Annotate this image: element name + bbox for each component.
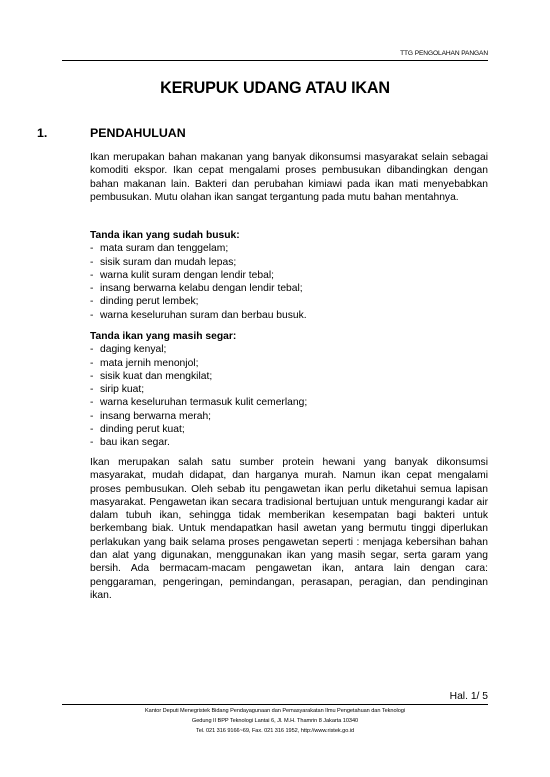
list-item: - warna keseluruhan suram dan berbau busuk.	[90, 309, 488, 322]
list-item: - warna keseluruhan termasuk kulit cemerlang;	[90, 396, 488, 409]
list-item: - mata jernih menonjol;	[90, 357, 488, 370]
page-number: Hal. 1/ 5	[449, 691, 488, 702]
list-item: - dinding perut lembek;	[90, 295, 488, 308]
intro-paragraph: Ikan merupakan bahan makanan yang banyak dikonsumsi masyarakat selain sebagai komoditi ekspor. Ikan cepat mengalami proses pembusukan dibandingkan dengan bahan makanan lain. Bakteri dan perubahan kimiawi pada ikan mati menyebabkan pembusukan. Mutu olahan ikan sangat tergantung pada mutu bahan mentahnya.	[90, 152, 488, 203]
spoiled-signs-list	[90, 242, 488, 322]
spoiled-signs-block	[90, 229, 488, 322]
list-item: - insang berwarna merah;	[90, 410, 488, 423]
list-item: - sisik suram dan mudah lepas;	[90, 256, 488, 269]
footer-contact-line: Tel. 021 316 9166~69, Fax. 021 316 1952, http://www.ristek.go.id	[195, 728, 355, 735]
fresh-signs-list	[90, 343, 488, 449]
list-item: - sirip kuat;	[90, 383, 488, 396]
document-title: KERUPUK UDANG ATAU IKAN	[160, 79, 390, 97]
page-footer	[0, 706, 550, 737]
list-item: - mata suram dan tenggelam;	[90, 242, 488, 255]
footer-office-line: Kantor Deputi Menegristek Bidang Pendayagunaan dan Pemasyarakatan Ilmu Pengetahuan dan Teknologi	[144, 708, 406, 714]
list-item: - warna kulit suram dengan lendir tebal;	[90, 269, 488, 282]
list-item: - dinding perut kuat;	[90, 423, 488, 436]
section-heading	[37, 126, 186, 140]
fresh-signs-title: Tanda ikan yang masih segar:	[90, 331, 237, 342]
spoiled-signs-title: Tanda ikan yang sudah busuk:	[90, 230, 240, 241]
closing-paragraph: Ikan merupakan salah satu sumber protein hewani yang banyak dikonsumsi masyarakat, mudah didapat, dan harganya murah. Namun ikan cepat mengalami proses pembusukan. Oleh sebab itu pengawetan ikan perlu diketahui semua lapisan masyarakat. Pengawetan ikan secara tradisional bertujuan untuk mengurangi kadar air dalam tubuh ikan, sehingga tidak memberikan kesempatan bagi bakteri untuk berkembang biak. Untuk mendapatkan hasil awetan yang bermutu tinggi diperlukan perlakukan yang baik selama proses pengawetan seperti : menjaga kebersihan bahan dan alat yang digunakan, menggunakan ikan yang masih segar, serta garam yang bersih. Ada bermacam-macam pengawetan ikan, antara lain dengan cara: penggaraman, pengeringan, pemindangan, perasapan, peragian, dan pendinginan ikan.	[90, 457, 488, 601]
header-divider	[62, 60, 488, 61]
list-item: - insang berwarna kelabu dengan lendir tebal;	[90, 282, 488, 295]
section-number: 1.	[37, 126, 48, 140]
footer-divider	[62, 704, 488, 705]
section-title: PENDAHULUAN	[90, 126, 186, 140]
list-item: - daging kenyal;	[90, 343, 488, 356]
footer-address-line: Gedung II BPP Teknologi Lantai 6, Jl. M.H. Thamrin 8 Jakarta 10340	[191, 718, 359, 725]
list-item: - sisik kuat dan mengkilat;	[90, 370, 488, 383]
list-item: - bau ikan segar.	[90, 436, 488, 449]
fresh-signs-block	[90, 330, 488, 450]
running-header: TTG PENGOLAHAN PANGAN	[400, 50, 488, 57]
